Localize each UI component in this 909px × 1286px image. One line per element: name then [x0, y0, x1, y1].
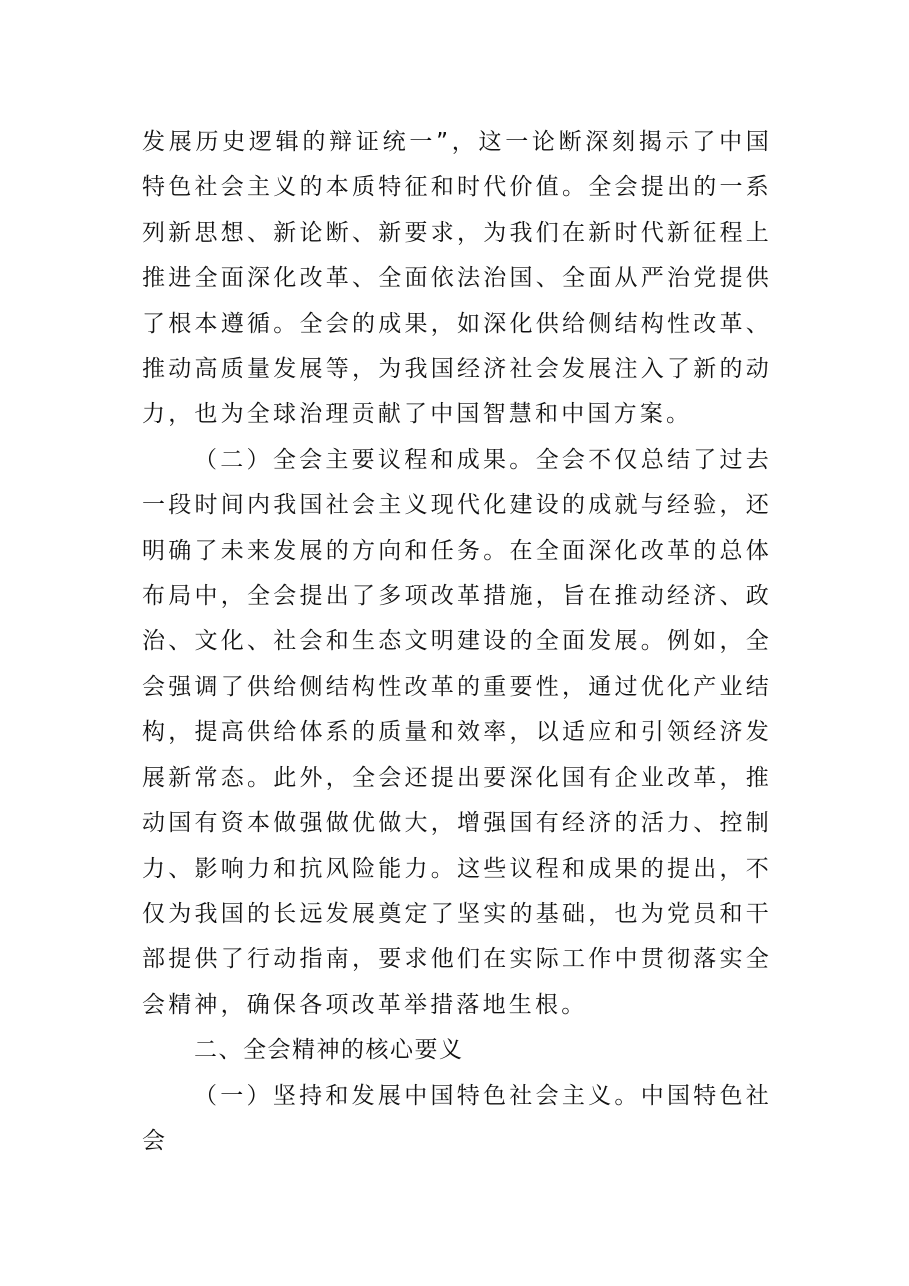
paragraph-continuation: 发展历史逻辑的辩证统一”，这一论断深刻揭示了中国特色社会主义的本质特征和时代价值。全会提出的一系列新思想、新论断、新要求，为我们在新时代新征程上推进全面深化改革、全面依法治国、全面从严治党提供了根本遵循。全会的成果，如深化供给侧结构性改革、推动高质量发展等，为我国经济社会发展注入了新的动力，也为全球治理贡献了中国智慧和中国方案。 [142, 129, 772, 428]
section-heading: 二、全会精神的核心要义 [194, 1037, 464, 1064]
paragraph-agenda-and-outcomes: （二）全会主要议程和成果。全会不仅总结了过去一段时间内我国社会主义现代化建设的成就与经验，还明确了未来发展的方向和任务。在全面深化改革的总体布局中，全会提出了多项改革措施，旨在推动经济、政治、文化、社会和生态文明建设的全面发展。例如，全会强调了供给侧结构性改革的重要性，通过优化产业结构，提高供给体系的质量和效率，以适应和引领经济发展新常态。此外，全会还提出要深化国有企业改革，推动国有资本做强做优做大，增强国有经济的活力、控制力、影响力和抗风险能力。这些议程和成果的提出，不仅为我国的长远发展奠定了坚实的基础，也为党员和干部提供了行动指南，要求他们在实际工作中贯彻落实全会精神，确保各项改革举措落地生根。 [142, 446, 772, 1018]
paragraph-socialism-with-chinese-characteristics: （一）坚持和发展中国特色社会主义。中国特色社会 [142, 1082, 772, 1154]
document-body [142, 120, 772, 1164]
